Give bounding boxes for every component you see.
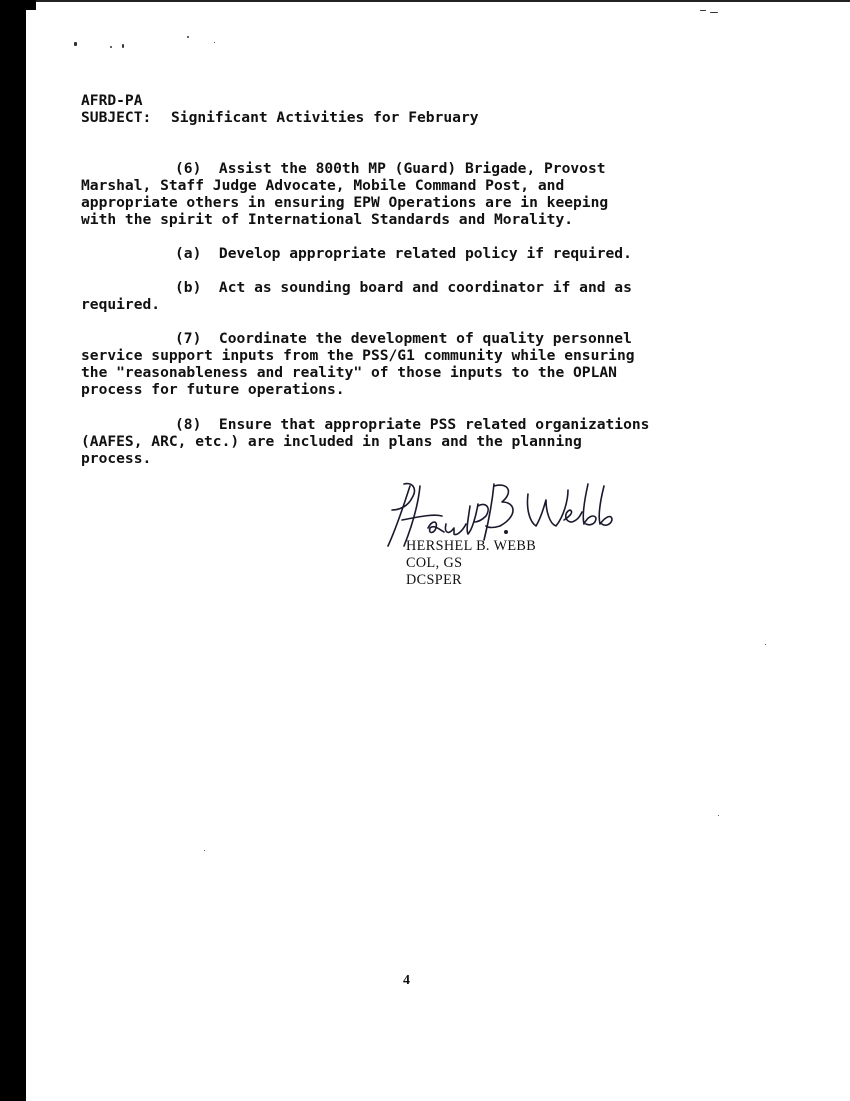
- para-7-line-2: service support inputs from the PSS/G1 community while ensuring: [81, 347, 635, 364]
- scan-speck: [122, 44, 124, 48]
- para-a-line-1: (a) Develop appropriate related policy if required.: [175, 245, 632, 262]
- office-symbol: AFRD-PA: [81, 92, 143, 109]
- scan-notch: [26, 0, 36, 10]
- scan-speck: [718, 815, 719, 816]
- scan-speck: [74, 42, 77, 46]
- signer-rank: COL, GS: [406, 555, 463, 571]
- top-rule: [36, 0, 850, 2]
- para-8-line-1: (8) Ensure that appropriate PSS related organizations: [175, 416, 650, 433]
- para-7-line-3: the "reasonableness and reality" of those inputs to the OPLAN: [81, 364, 617, 381]
- signer-name: HERSHEL B. WEBB: [406, 538, 537, 554]
- subject-label: SUBJECT:: [81, 109, 152, 126]
- para-7-line-1: (7) Coordinate the development of quality personnel: [175, 330, 632, 347]
- para-8-line-2: (AAFES, ARC, etc.) are included in plans and the planning: [81, 433, 582, 450]
- subject-text: Significant Activities for February: [171, 109, 479, 126]
- page-number: 4: [403, 973, 410, 988]
- para-b-line-1: (b) Act as sounding board and coordinator if and as: [175, 279, 632, 296]
- para-6-line-1: (6) Assist the 800th MP (Guard) Brigade, Provost: [175, 160, 606, 177]
- scan-speck: [110, 46, 112, 48]
- scan-speck: [765, 644, 766, 645]
- para-8-line-3: process.: [81, 450, 152, 467]
- scan-speck: [700, 10, 706, 11]
- scan-speck: [710, 12, 718, 13]
- scan-speck: [187, 36, 189, 38]
- signer-office: DCSPER: [406, 572, 463, 588]
- para-6-line-4: with the spirit of International Standards and Morality.: [81, 211, 574, 228]
- para-6-line-2: Marshal, Staff Judge Advocate, Mobile Command Post, and: [81, 177, 565, 194]
- para-6-line-3: appropriate others in ensuring EPW Operations are in keeping: [81, 194, 609, 211]
- scan-edge: [0, 0, 26, 1101]
- para-7-line-4: process for future operations.: [81, 381, 345, 398]
- para-b-line-2: required.: [81, 296, 161, 313]
- scan-speck: [214, 42, 215, 43]
- scan-speck: [204, 850, 205, 851]
